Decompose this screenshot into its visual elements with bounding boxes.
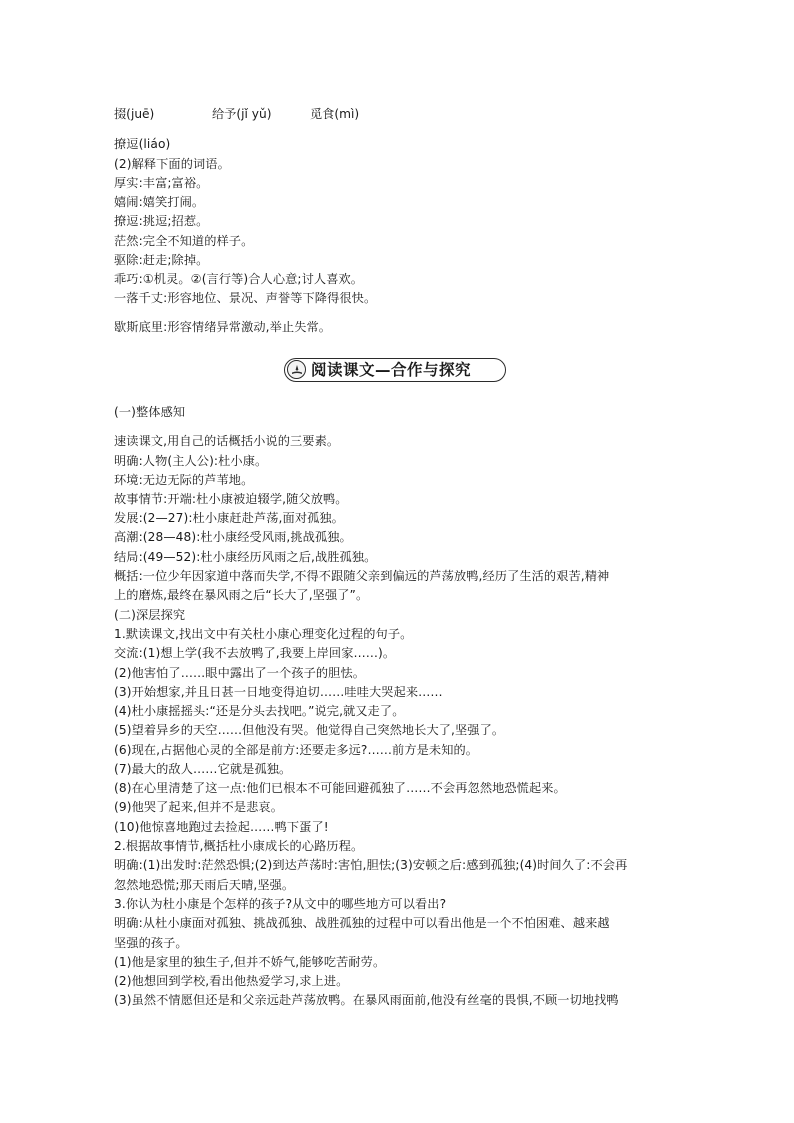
definition-line: 茫然:完全不知道的样子。 — [114, 234, 254, 248]
answer-line: (7)最大的敌人……它就是孤独。 — [114, 762, 292, 776]
answer-line: 上的磨炼,最终在暴风雨之后“长大了,坚强了”。 — [114, 588, 369, 602]
vocab-pronunciation-2: 给予(jǐ yǔ) — [212, 107, 272, 121]
answer-line: 结局:(49—52):杜小康经历风雨之后,战胜孤独。 — [114, 550, 377, 564]
task-line: 速读课文,用自己的话概括小说的三要素。 — [114, 434, 340, 448]
definition-line: 撩逗:挑逗;招惹。 — [114, 214, 209, 228]
answer-line: 高潮:(28—48):杜小康经受风雨,挑战孤独。 — [114, 530, 352, 544]
answer-line: (9)他哭了起来,但并不是悲哀。 — [114, 800, 283, 814]
question-line: 1.默读课文,找出文中有关杜小康心理变化过程的句子。 — [114, 627, 413, 641]
answer-line: 交流:(1)想上学(我不去放鸭了,我要上岸回家……)。 — [114, 646, 396, 660]
answer-line: (10)他惊喜地跑过去捡起……鸭下蛋了! — [114, 820, 329, 834]
answer-line: 环境:无边无际的芦苇地。 — [114, 473, 254, 487]
answer-line: (5)望着异乡的天空……但他没有哭。他觉得自己突然地长大了,坚强了。 — [114, 723, 505, 737]
section-banner-title: 阅读课文—合作与探究 — [311, 361, 472, 379]
section-heading-overall: (一)整体感知 — [114, 405, 186, 419]
answer-line: 坚强的孩子。 — [114, 936, 188, 950]
definition-line: 一落千丈:形容地位、景况、声誉等下降得很快。 — [114, 291, 377, 305]
section-heading-deep: (二)深层探究 — [114, 608, 186, 622]
answer-line: (3)虽然不情愿但还是和父亲远赴芦荡放鸭。在暴风雨面前,他没有丝毫的畏惧,不顾一切地找鸭 — [114, 993, 619, 1007]
answer-line: 忽然地恐慌;那天雨后天晴,坚强。 — [114, 878, 295, 892]
question-line: 3.你认为杜小康是个怎样的孩子?从文中的哪些地方可以看出? — [114, 897, 447, 911]
vocab-line: 撩逗(liáo) — [114, 137, 171, 151]
answer-line: (4)杜小康摇摇头:“还是分头去找吧。”说完,就又走了。 — [114, 704, 405, 718]
answer-line: 明确:从杜小康面对孤独、挑战孤独、战胜孤独的过程中可以看出他是一个不怕困难、越来越 — [114, 916, 610, 930]
definition-line: 歇斯底里:形容情绪异常激动,举止失常。 — [114, 320, 332, 334]
vocab-pronunciation-1: 掇(juē) — [114, 107, 155, 121]
answer-line: 故事情节:开端:杜小康被迫辍学,随父放鸭。 — [114, 492, 348, 506]
question-line: 2.根据故事情节,概括杜小康成长的心路历程。 — [114, 839, 364, 853]
subheading-explain-words: (2)解释下面的词语。 — [114, 157, 230, 171]
answer-line: (3)开始想家,并且日甚一日地变得迫切……哇哇大哭起来…… — [114, 685, 443, 699]
section-banner — [284, 358, 506, 382]
vocab-pronunciation-3: 觅食(mì) — [310, 107, 360, 121]
answer-line: (1)他是家里的独生子,但并不娇气,能够吃苦耐劳。 — [114, 955, 386, 969]
definition-line: 驱除:赶走;除掉。 — [114, 253, 209, 267]
answer-line: (6)现在,占据他心灵的全部是前方:还要走多远?……前方是未知的。 — [114, 743, 479, 757]
definition-line: 乖巧:①机灵。②(言行等)合人心意;讨人喜欢。 — [114, 272, 364, 286]
answer-line: (8)在心里清楚了这一点:他们已根本不可能回避孤独了……不会再忽然地恐慌起来。 — [114, 781, 566, 795]
answer-line: (2)他害怕了……眼中露出了一个孩子的胆怯。 — [114, 666, 366, 680]
answer-line: 明确:人物(主人公):杜小康。 — [114, 454, 268, 468]
book-pen-icon — [287, 360, 306, 379]
answer-line: 发展:(2—27):杜小康赶赴芦荡,面对孤独。 — [114, 511, 344, 525]
answer-line: 概括:一位少年因家道中落而失学,不得不跟随父亲到偏远的芦荡放鸭,经历了生活的艰苦,精神 — [114, 569, 610, 583]
definition-line: 嬉闹:嬉笑打闹。 — [114, 195, 205, 209]
answer-line: (2)他想回到学校,看出他热爱学习,求上进。 — [114, 974, 349, 988]
answer-line: 明确:(1)出发时:茫然恐惧;(2)到达芦荡时:害怕,胆怯;(3)安顿之后:感到孤独;(4)时间久了:不会再 — [114, 858, 628, 872]
definition-line: 厚实:丰富;富裕。 — [114, 176, 209, 190]
